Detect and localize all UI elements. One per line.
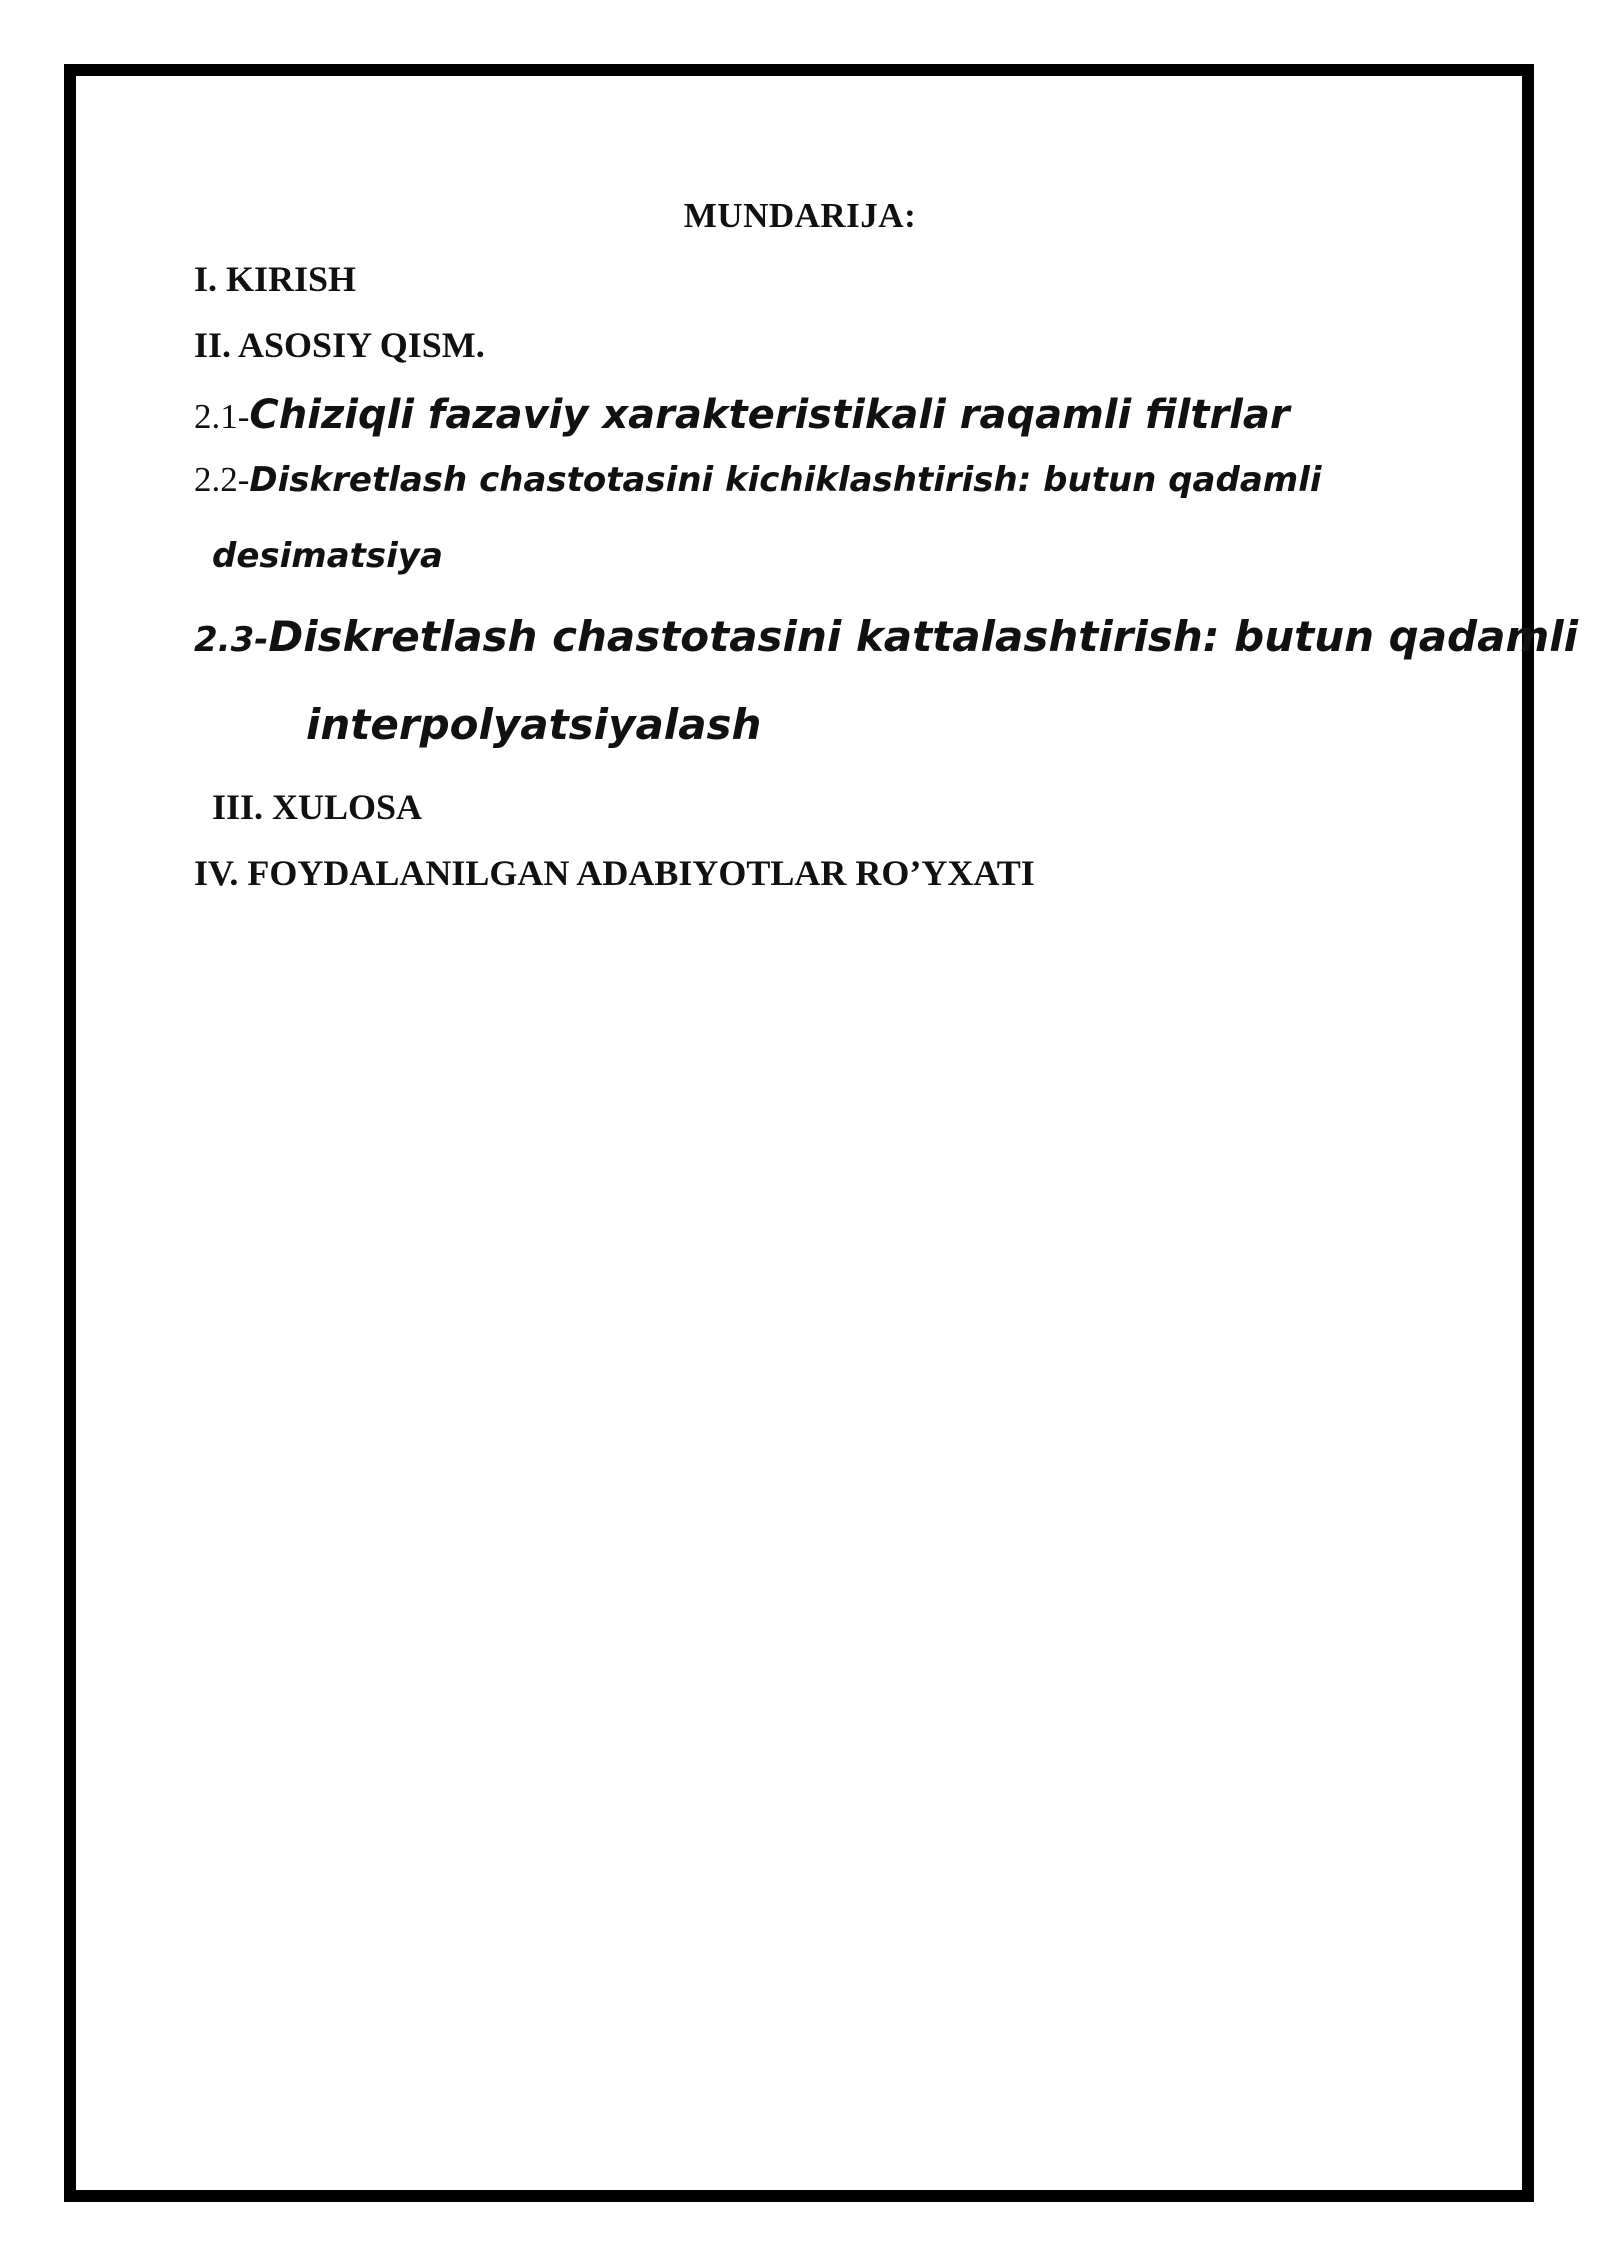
toc-item-2-2-title-line1: Diskretlash chastotasini kichiklashtirish: butun qadamli xyxy=(249,460,1322,500)
toc-item-2-1-number: 2.1- xyxy=(194,397,250,436)
toc-item-2-2 xyxy=(194,460,1322,500)
toc-item-2-2-number: 2.2- xyxy=(194,460,250,499)
toc-item-main-part: II. ASOSIY QISM. xyxy=(194,325,485,365)
toc-item-intro: I. KIRISH xyxy=(194,259,357,299)
toc-item-2-3-title-line1: Diskretlash chastotasini kattalashtirish: butun qadamli xyxy=(268,612,1579,661)
toc-item-2-1-title: Chiziqli fazaviy xarakteristikali raqamli filtrlar xyxy=(249,392,1290,438)
toc-item-2-3-number: 2.3- xyxy=(194,620,269,660)
toc-item-2-3 xyxy=(194,612,1578,661)
toc-item-2-1 xyxy=(194,392,1290,438)
toc-item-2-3-title-line2: interpolyatsiyalash xyxy=(306,700,762,749)
toc-title: MUNDARIJA: xyxy=(683,196,917,235)
page-border xyxy=(64,64,1534,2202)
toc-item-2-2-title-line2: desimatsiya xyxy=(212,536,443,576)
toc-item-conclusion: III. XULOSA xyxy=(212,787,423,827)
toc-item-references: IV. FOYDALANILGAN ADABIYOTLAR RO’YXATI xyxy=(194,853,1035,893)
